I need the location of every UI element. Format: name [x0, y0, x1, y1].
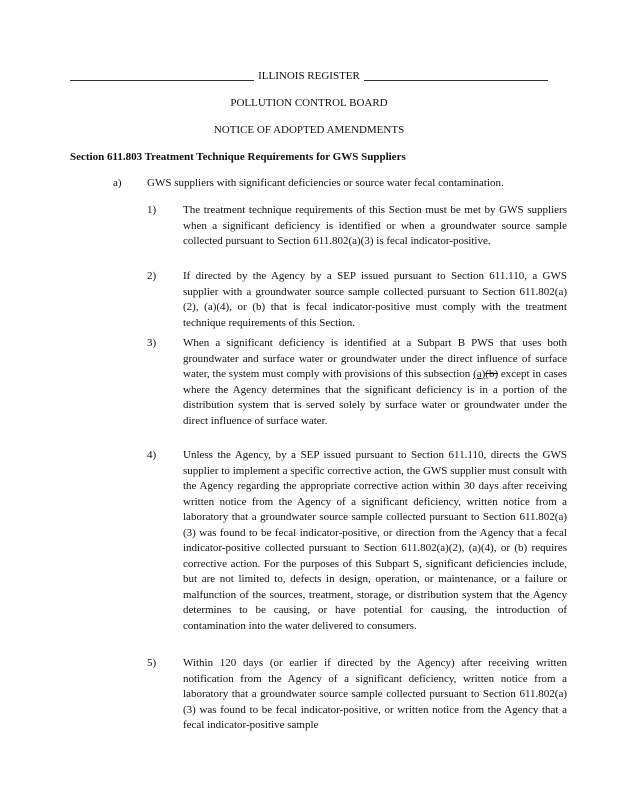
item-text-after: except in cases where the Agency determines that the significant deficiency is in a portion of the distribution system that is served solely by surface water or groundwater under the direct influence of surface water. — [183, 368, 567, 427]
section-heading: Section 611.803 Treatment Technique Requirements for GWS Suppliers — [70, 151, 406, 163]
inserted-text: (a) — [473, 368, 486, 380]
item-text-before: When a significant deficiency is identified at a Subpart B PWS that uses both groundwater and surface water or groundwater under the direct influence of surface water, the system must comply with provisions of this subsection — [183, 337, 567, 380]
subsection-a-text: GWS suppliers with significant deficiencies or source water fecal contamination. — [147, 177, 504, 189]
register-title-text: ILLINOIS REGISTER — [254, 70, 364, 82]
board-title: POLLUTION CONTROL BOARD — [230, 97, 388, 109]
item-text: If directed by the Agency by a SEP issued pursuant to Section 611.110, a GWS supplier with a groundwater source sample collected pursuant to Section 611.802(a)(2), (a)(4), or (b) that is fecal indicator-positive must comply with the treatment technique requirements of this Section. — [183, 270, 567, 329]
subsection-a-label: a) — [113, 177, 122, 189]
deleted-text: (b) — [485, 368, 499, 380]
notice-title: NOTICE OF ADOPTED AMENDMENTS — [213, 124, 405, 136]
item-text — [183, 336, 567, 429]
item-number: 2) — [147, 270, 157, 282]
item-number: 3) — [147, 337, 157, 349]
item-number: 5) — [147, 657, 157, 669]
item-text: Within 120 days (or earlier if directed by the Agency) after receiving written notification from the Agency of a significant deficiency, written notice from a laboratory that a groundwater source sample collected pursuant to Section 611.802(a)(3) was found to be fecal indicator-positive, or written notice from the Agency that a fecal indicator-positive sample — [183, 657, 567, 731]
register-title — [0, 69, 618, 85]
item-number: 4) — [147, 449, 157, 461]
item-number: 1) — [147, 204, 157, 216]
item-text: Unless the Agency, by a SEP issued pursuant to Section 611.110, directs the GWS supplier to implement a specific corrective action, the GWS supplier must consult with the Agency regarding the appropriate corrective action within 30 days after receiving written notice from the Agency of a significant deficiency, written notice from a laboratory that a groundwater source sample collected pursuant to Section 611.802(a)(3) was found to be fecal indicator-positive, or direction from the Agency that a fecal indicator-positive collected pursuant to Section 611.802(a)(2), (a)(4), or (b) requires corrective action. For the purposes of this Subpart S, significant deficiencies include, but are not limited to, defects in design, operation, or maintenance, or a failure or malfunction of the sources, treatment, storage, or distribution system that the Agency determines to be causing, or have potential for causing, the introduction of contamination into the water delivered to consumers. — [183, 449, 567, 632]
item-text: The treatment technique requirements of this Section must be met by GWS suppliers when a significant deficiency is identified or when a groundwater source sample collected pursuant to Section 611.802(a)(3) is fecal indicator-positive. — [183, 204, 567, 247]
